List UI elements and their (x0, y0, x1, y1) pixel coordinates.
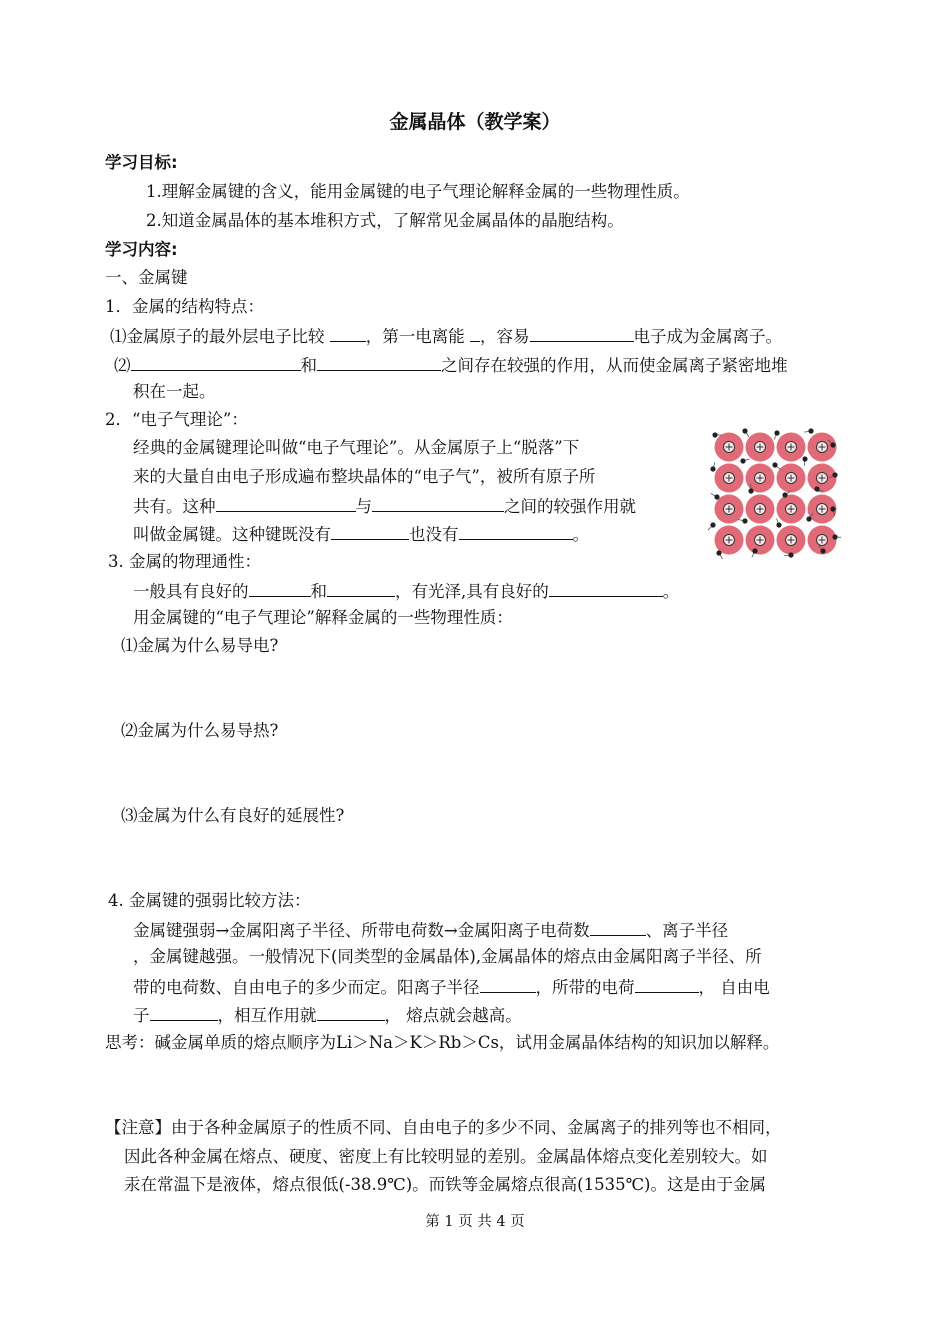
bond-strength-line-3: 带的电荷数、自由电子的多少而定。阳离子半径 ，所带的电荷 ， 自由电 (133, 975, 770, 999)
objective-2: 2.知道金属晶体的基本堆积方式，了解常见金属晶体的晶胞结构。 (146, 211, 624, 230)
blank[interactable] (590, 918, 646, 936)
electron-gas-line-4: 叫做金属键。这种键既没有 也没有 。 (133, 522, 589, 546)
think-question: 思考：碱金属单质的熔点顺序为Li＞Na＞K＞Rb＞Cs，试用金属晶体结构的知识加以解释。 (105, 1033, 780, 1052)
metal-cation (746, 464, 775, 493)
free-electron (742, 428, 748, 436)
blank[interactable] (470, 324, 480, 342)
blank[interactable] (249, 579, 311, 597)
blank[interactable] (480, 975, 536, 993)
metal-cation (715, 526, 744, 555)
note-line-3: 汞在常温下是液体，熔点很低(-38.9℃)。而铁等金属熔点很高(1535℃)。这是由于金属 (124, 1175, 766, 1194)
bond-strength-line-4: 子 ，相互作用就 ， 熔点就会越高。 (133, 1003, 522, 1027)
metal-cation (746, 433, 775, 462)
free-electron (740, 458, 749, 463)
electron-gas-heading: 2．“电子气理论”： (105, 410, 248, 429)
free-electron (710, 462, 715, 471)
structure-heading: 1．金属的结构特点： (105, 297, 264, 316)
question-heat: ⑵金属为什么易导热? (121, 721, 279, 740)
metal-cation (746, 495, 775, 524)
objectives-heading: 学习目标: (105, 153, 178, 172)
metal-cation (777, 464, 806, 493)
blank[interactable] (317, 1003, 385, 1021)
electron-gas-line-1: 经典的金属键理论叫做“电子气理论”。从金属原子上“脱落”下 (133, 438, 580, 457)
metal-cation (808, 464, 837, 493)
free-electron (804, 428, 814, 433)
note-line-2: 因此各种金属在熔点、硬度、密度上有比较明显的差别。金属晶体熔点变化差别较大。如 (124, 1147, 768, 1166)
page-footer: 第 1 页 共 4 页 (425, 1214, 525, 1230)
blank[interactable] (331, 522, 409, 540)
section-metal-bond: 一、金属键 (105, 268, 188, 287)
bond-strength-heading: 4. 金属键的强弱比较方法： (108, 891, 311, 910)
bond-strength-line-2: ，金属键越强。一般情况下(同类型的金属晶体),金属晶体的熔点由金属阳离子半径、所 (133, 947, 762, 966)
blank[interactable] (327, 579, 395, 597)
objective-1: 1.理解金属键的含义，能用金属键的电子气理论解释金属的一些物理性质。 (146, 182, 690, 201)
free-electron (832, 534, 841, 539)
free-electron (772, 462, 780, 469)
blank[interactable] (549, 579, 663, 597)
free-electron (708, 522, 716, 530)
page-title: 金属晶体（教学案） (389, 111, 561, 133)
metal-cation (777, 495, 806, 524)
physical-properties-line-2: 用金属键的“电子气理论”解释金属的一些物理性质： (133, 608, 513, 627)
metal-cation (715, 464, 744, 493)
blank[interactable] (530, 324, 634, 342)
free-electron (776, 518, 781, 527)
question-conductivity: ⑴金属为什么易导电? (121, 636, 279, 655)
structure-item-2: ⑵ 和 之间存在较强的作用，从而使金属离子紧密地堆 (114, 353, 788, 377)
blank[interactable] (317, 353, 441, 371)
blank[interactable] (330, 324, 366, 342)
structure-item-1: ⑴金属原子的最外层电子比较 ，第一电离能 ，容易 电子成为金属离子。 (110, 324, 782, 348)
metal-cation (715, 433, 744, 462)
blank[interactable] (372, 494, 504, 512)
free-electron (774, 430, 779, 439)
structure-item-2-cont: 积在一起。 (133, 382, 216, 401)
physical-properties-line-1: 一般具有良好的 和 ，有光泽,具有良好的 。 (133, 579, 679, 603)
blank[interactable] (459, 522, 573, 540)
physical-properties-heading: 3. 金属的物理通性： (108, 552, 261, 571)
metal-cation (746, 526, 775, 555)
electron-gas-diagram (705, 425, 841, 563)
electron-gas-line-2: 来的大量自由电子形成遍布整块晶体的“电子气”，被所有原子所 (133, 467, 596, 486)
blank[interactable] (635, 975, 699, 993)
blank[interactable] (216, 494, 356, 512)
metal-cation (777, 526, 806, 555)
free-electron (802, 456, 807, 466)
metal-cation (777, 433, 806, 462)
blank[interactable] (150, 1003, 218, 1021)
electron-gas-line-3: 共有。这种 与 之间的较强作用就 (133, 494, 636, 518)
metal-cation (715, 495, 744, 524)
blank[interactable] (131, 353, 301, 371)
question-ductility: ⑶金属为什么有良好的延展性? (121, 806, 345, 825)
note-line-1: 【注意】由于各种金属原子的性质不同、自由电子的多少不同、金属离子的排列等也不相同， (105, 1118, 782, 1137)
free-electron (738, 518, 747, 523)
free-electron (711, 494, 720, 500)
content-heading: 学习内容: (105, 240, 178, 259)
bond-strength-line-1: 金属键强弱→金属阳离子半径、所带电荷数→金属阳离子电荷数 、离子半径 (133, 918, 728, 942)
